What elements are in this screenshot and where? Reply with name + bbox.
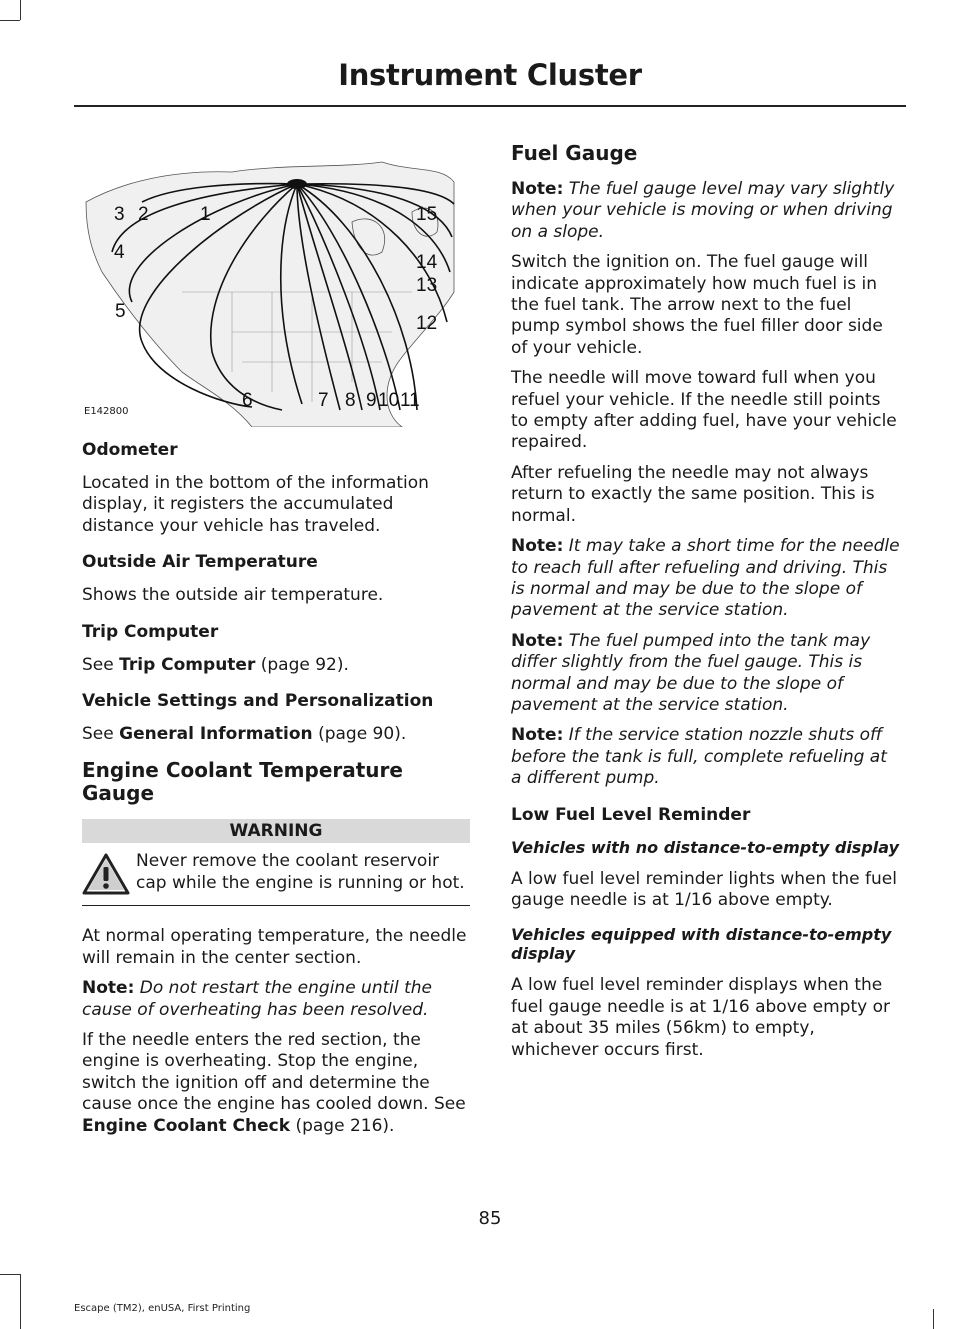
callout-11: 11 <box>400 390 420 411</box>
crop-mark <box>0 20 20 21</box>
coolant-normal-text: At normal operating temperature, the needle will remain in the center section. <box>82 926 467 968</box>
fuel-gauge-heading: Fuel Gauge <box>511 141 638 165</box>
page-footer: Escape (TM2), enUSA, First Printing <box>74 1303 251 1314</box>
callout-10: 10 <box>378 390 400 411</box>
warning-text: Never remove the coolant reservoir cap while the engine is running or hot. <box>136 851 465 893</box>
trip-computer-heading: Trip Computer <box>82 621 219 642</box>
coolant-heading: Engine Coolant Temperature Gauge <box>82 758 403 806</box>
callout-1: 1 <box>200 204 211 225</box>
vehicle-settings-heading: Vehicle Settings and Personalization <box>82 691 434 712</box>
callout-3: 3 <box>114 204 125 225</box>
coolant-overheat-text: If the needle enters the red section, the engine is overheating. Stop the engine, switch the ignition off and determine the cause once the engine has cooled down. See Engine Coolant Check (page 216). <box>82 1030 466 1136</box>
crop-mark <box>20 0 21 20</box>
crop-mark <box>933 1309 934 1329</box>
callout-14: 14 <box>416 252 438 273</box>
fuel-note-1: Note: The fuel gauge level may vary slightly when your vehicle is moving or when driving on a slope. <box>511 179 895 242</box>
odometer-text: Located in the bottom of the information display, it registers the accumulated distance your vehicle has traveled. <box>82 473 429 536</box>
fuel-note-3: Note: The fuel pumped into the tank may differ slightly from the fuel gauge. This is normal and may be due to the slope of pavement at the service station. <box>511 630 871 715</box>
coolant-note: Note: Do not restart the engine until the cause of overheating has been resolved. <box>82 978 433 1020</box>
crop-mark <box>0 1274 20 1275</box>
fuel-text-3: After refueling the needle may not always return to exactly the same position. This is normal. <box>511 462 875 526</box>
left-column <box>82 142 470 1146</box>
low-fuel-subheading-2: Vehicles equipped with distance-to-empty display <box>511 925 892 964</box>
engine-coolant-check-link[interactable]: Engine Coolant Check <box>82 1115 291 1136</box>
low-fuel-heading: Low Fuel Level Reminder <box>511 804 751 825</box>
page-title: Instrument Cluster <box>338 58 642 92</box>
general-information-link[interactable]: General Information <box>119 724 313 745</box>
figure-code: E142800 <box>84 406 129 417</box>
callout-5: 5 <box>115 301 126 322</box>
crop-mark <box>20 1274 21 1329</box>
fuel-note-2: Note: It may take a short time for the needle to reach full after refueling and driving. This is normal and may be due to the slope of pavement at the service station. <box>511 536 900 621</box>
fuel-text-2: The needle will move toward full when you refuel your vehicle. If the needle still points to empty after adding fuel, have your vehicle repaired. <box>511 368 897 453</box>
title-rule <box>74 105 906 107</box>
warning-banner: WARNING <box>82 819 470 843</box>
page-number: 85 <box>478 1208 502 1229</box>
trip-computer-link[interactable]: Trip Computer <box>119 654 256 675</box>
warning-box <box>82 851 470 906</box>
convergence-point <box>287 179 307 189</box>
callout-8: 8 <box>345 390 356 411</box>
low-fuel-text-2: A low fuel level reminder displays when the fuel gauge needle is at 1/16 above empty or at about 35 miles (56km) to empty, whichever occurs first. <box>511 975 890 1060</box>
callout-13: 13 <box>416 275 438 296</box>
fuel-note-4: Note: If the service station nozzle shuts off before the tank is full, complete refueling at a different pump. <box>511 725 887 789</box>
callout-7: 7 <box>318 390 329 411</box>
trip-computer-text: See Trip Computer (page 92). <box>82 654 349 675</box>
callout-2: 2 <box>138 204 149 225</box>
instrument-cluster-figure <box>82 142 470 427</box>
odometer-heading: Odometer <box>82 440 178 460</box>
outside-air-text: Shows the outside air temperature. <box>82 585 384 606</box>
outside-air-heading: Outside Air Temperature <box>82 552 318 573</box>
vehicle-settings-text: See General Information (page 90). <box>82 724 407 745</box>
callout-12: 12 <box>416 313 438 334</box>
low-fuel-text-1: A low fuel level reminder lights when the fuel gauge needle is at 1/16 above empty. <box>511 868 897 910</box>
right-column <box>511 142 901 1070</box>
callout-15: 15 <box>416 204 438 225</box>
callout-9: 9 <box>366 390 377 411</box>
map-illustration <box>82 142 470 427</box>
callout-4: 4 <box>114 242 125 263</box>
callout-6: 6 <box>242 390 253 411</box>
warning-triangle-icon <box>82 853 130 895</box>
fuel-text-1: Switch the ignition on. The fuel gauge will indicate approximately how much fuel is in the fuel tank. The arrow next to the fuel pump symbol shows the fuel filler door side of your vehicle. <box>511 252 883 358</box>
low-fuel-subheading-1: Vehicles with no distance-to-empty display <box>511 837 899 857</box>
